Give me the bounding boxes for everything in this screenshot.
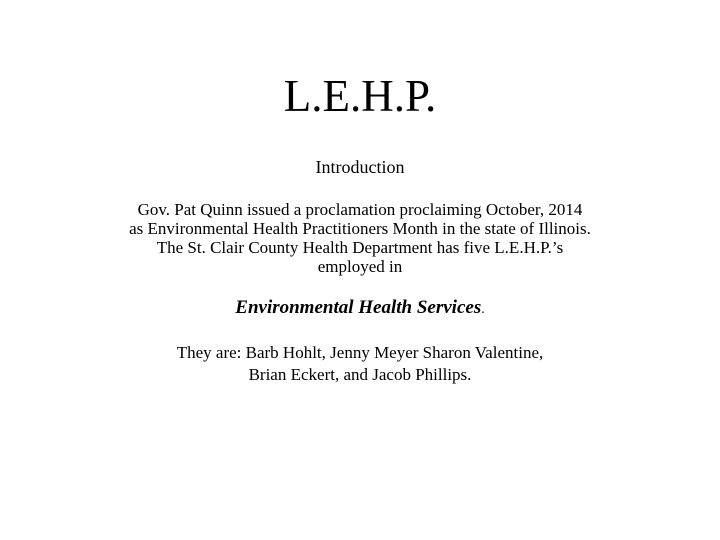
staff-names [100,342,620,386]
names-line-2: Brian Eckert, and Jacob Phillips. [248,365,472,384]
paragraph-line-4: employed in [317,257,403,276]
department-name: Environmental Health Services [235,297,482,318]
paragraph-line-3: The St. Clair County Health Department has five L.E.H.P.’s [156,238,564,257]
proclamation-paragraph [100,200,620,276]
slide-body [100,156,620,386]
paragraph-line-1: Gov. Pat Quinn issued a proclamation proclaiming October, 2014 [137,200,583,219]
department-suffix: . [481,302,485,317]
names-line-1: They are: Barb Hohlt, Jenny Meyer Sharon Valentine, [176,343,544,362]
paragraph-line-2: as Environmental Health Practitioners Month in the state of Illinois. [129,219,591,238]
intro-heading: Introduction [315,157,405,177]
slide-title: L.E.H.P. [283,71,437,121]
department-line [100,296,620,322]
